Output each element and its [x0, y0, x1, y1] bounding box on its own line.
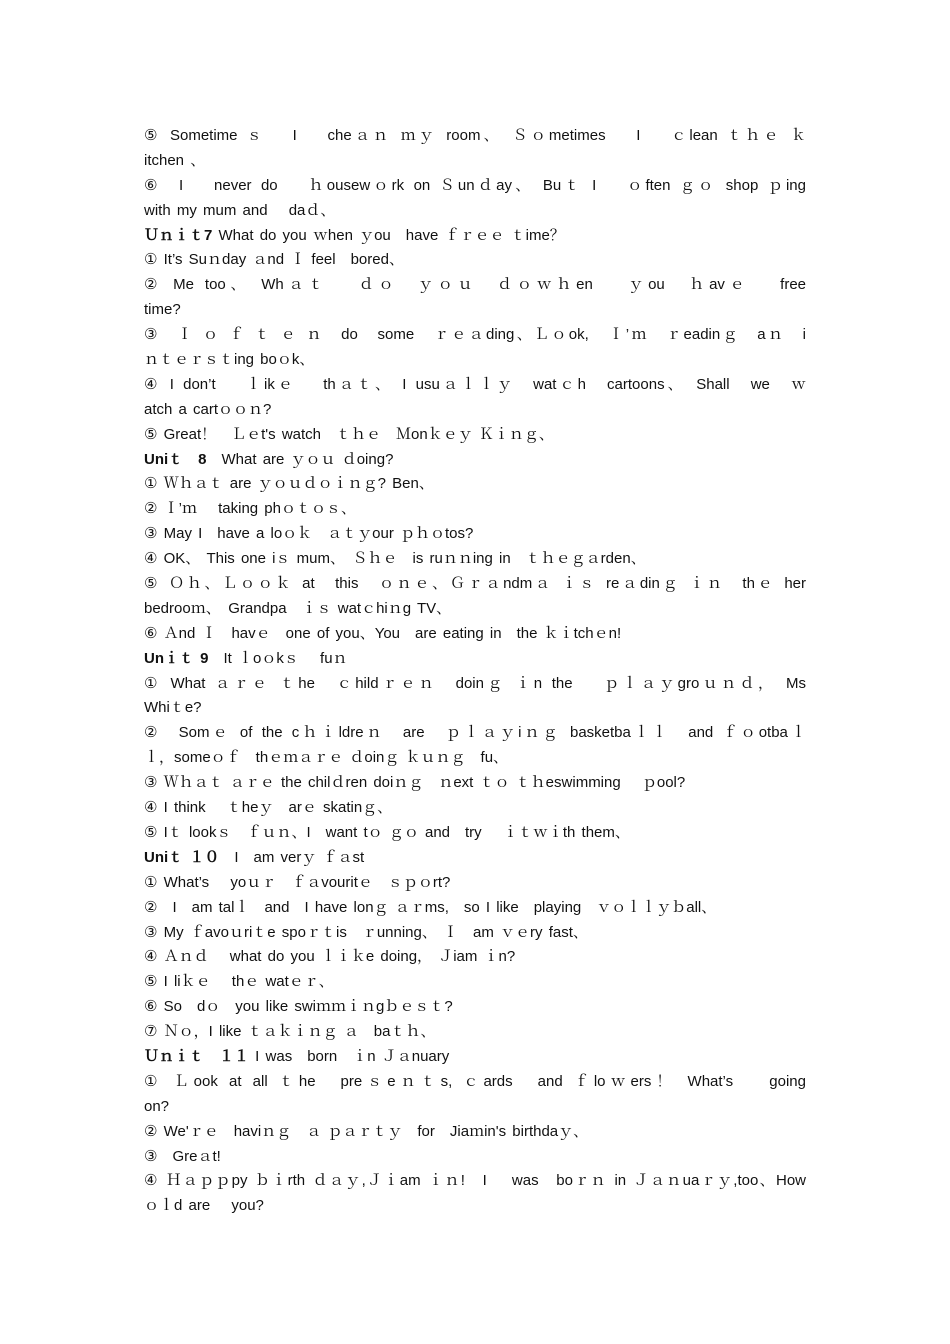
unit-label: Uniｔ １０ [144, 848, 220, 866]
text-line: ④ Ｈａｐｐpy ｂｉrth ｄａｙ,Ｊｉam ｉｎ! I was boｒｎ in Ｊａｎuaｒｙ,too、How [144, 1172, 806, 1190]
unit-heading-line [144, 846, 806, 871]
text-line: time? [144, 301, 181, 319]
text-line: ② We'ｒｅ haviｎｇ ａ ｐａｒｔｙ for Jiaｍin's birthdaｙ、 [144, 1122, 589, 1140]
text-line: ② Somｅ of the cｈｉldreｎ are ｐｌａｙiｎｇ basketbaｌｌ and ｆｏotbaｌ [144, 724, 806, 742]
text-line: with my mum and daｄ、 [144, 201, 336, 219]
text-line: ｏｌd are you? [144, 1197, 264, 1215]
unit-heading-line [144, 448, 806, 473]
unit-title: I was born ｉn Ｊａnuary [249, 1047, 450, 1065]
text-line: ② Ｉ’ｍ taking phｏｔｏｓ、 [144, 500, 356, 518]
text-line: ③ May I have a loｏｋ ａｔｙour ｐｈｏtos? [144, 525, 474, 543]
unit-title: I am verｙ ｆａst [219, 848, 365, 866]
text-line: ｌ，someｏｆ thｅｍａｒｅ ｄoinｇ ｋｕｎｇ fu、 [144, 749, 509, 767]
text-line: ⑤ Ｏｈ、Ｌｏｏｋ at this ｏｎｅ、Ｇｒａndmａ ｉｓ reａdinｇ ｉｎ thｅ her [144, 575, 806, 593]
text-line: ⑥ So dｏ you like swiｍｍｉｎgｂｅｓｔ? [144, 998, 453, 1016]
unit-heading-line [144, 224, 806, 249]
unit-heading-line [144, 1045, 806, 1070]
unit-heading-line [144, 647, 806, 672]
text-line: ① It’s Suｎday ａnd Ｉ feel bored、 [144, 251, 404, 269]
text-line: ⑤ Great！ Ｌｅt's watch ｔｈｅ Ｍonｋｅｙ Ｋｉｎｇ、 [144, 425, 554, 443]
unit-label: Uniｔ 8 [144, 450, 207, 468]
text-line: ⑥ Ａnd Ｉ havｅ one of you、You are eating in the ｋｉtchｅn! [144, 624, 622, 642]
text-line: ③ My ｆavoｕriｔe spoｒｔis ｒunning、 Ｉ am ｖｅry fast、 [144, 923, 588, 941]
text-line: on? [144, 1097, 170, 1115]
document-body [144, 124, 806, 1219]
text-line: ｎｔｅｒｓｔing boｏk、 [144, 351, 315, 369]
text-line: Whiｔe? [144, 699, 202, 717]
text-line: ③ Greａt! [144, 1147, 221, 1165]
text-line: ⑥ I never do ｈousewｏrk on Ｓunｄay、 Buｔ I ｏften ｇｏ shop ｐing [144, 176, 806, 194]
text-line: ⑤ Sometime ｓ I cheａｎ ｍｙ room、 Ｓｏmetimes I ｃlean ｔｈｅ ｋ [144, 127, 806, 144]
unit-label: Ｕｎｉｔ １１ [144, 1047, 250, 1065]
text-line: bedrooｍ、 Grandpa ｉｓ watｃhiｎg TV、 [144, 599, 452, 617]
text-line: atch a cartｏｏｎ? [144, 400, 272, 418]
unit-title: It ｌoｏkｓ fuｎ [208, 649, 348, 667]
text-line: ④ Ａｎｄ what do you ｌｉｋe doing， Ｊiam ｉn? [144, 948, 516, 966]
text-line: ③ Ｉ ｏ ｆ ｔ ｅ ｎ do some ｒｅａding、Ｌｏok, Ｉ’ｍ ｒeadinｇ aｎ i [144, 326, 806, 344]
text-line: ② I am talｌ and I have lonｇ ａｒms, so I like playing ｖｏｌｌｙｂall、 [144, 898, 717, 916]
text-line: itchen 、 [144, 151, 206, 169]
text-line: ④ I think ｔheｙ arｅ skatinｇ、 [144, 799, 393, 817]
text-line: ① Ｗｈａｔ are ｙｏｕｄｏｉｎｇ? Ben、 [144, 475, 434, 493]
text-line: ① What’s yoｕｒ ｆａvouritｅ ｓｐｏrt? [144, 873, 451, 891]
text-line: ③ Ｗｈａｔ ａｒｅ the chilｄren doiｎｇ ｎext ｔｏ ｔｈeswimming ｐool? [144, 774, 686, 792]
unit-label: Ｕｎｉｔ7 [144, 226, 213, 244]
text-line: ① What ａｒｅ ｔhe ｃhildｒｅｎ doinｇ ｉn the ｐｌａｙgroｕｎｄ， Ms [144, 674, 806, 692]
text-line: ⑤ Iｔ lookｓ ｆｕｎ、I want tｏ ｇｏ and try ｉｔｗｉth them、 [144, 823, 630, 841]
text-line: ① Ｌook at all ｔhe preｓeｎｔs, ｃards and ｆloｗers！ What’s going [144, 1072, 806, 1090]
text-line: ④ OK、 This one iｓ mum、 Ｓｈｅ is ruｎｎing in ｔｈｅｇａrden、 [144, 550, 646, 568]
text-line: ⑤ I liｋｅ thｅ watｅｒ、 [144, 973, 334, 991]
unit-title: What are ｙｏｕ ｄoing? [206, 450, 394, 468]
text-line: ⑦ Ｎｏ，I like ｔａｋｉｎｇ ａ baｔｈ、 [144, 1023, 436, 1041]
text-line: ④ I don’t ｌikｅ thａｔ、 I usuａｌｌｙ watｃh cartoons、 Shall we ｗ [144, 375, 806, 393]
unit-label: Unｉｔ 9 [144, 649, 209, 667]
text-line: ② Me too、 Whａｔ ｄｏ ｙｏｕ ｄｏｗｈen ｙou ｈavｅ free [144, 276, 806, 294]
unit-title: What do you ｗhen ｙou have ｆｒｅｅ ｔime？ [212, 226, 565, 244]
